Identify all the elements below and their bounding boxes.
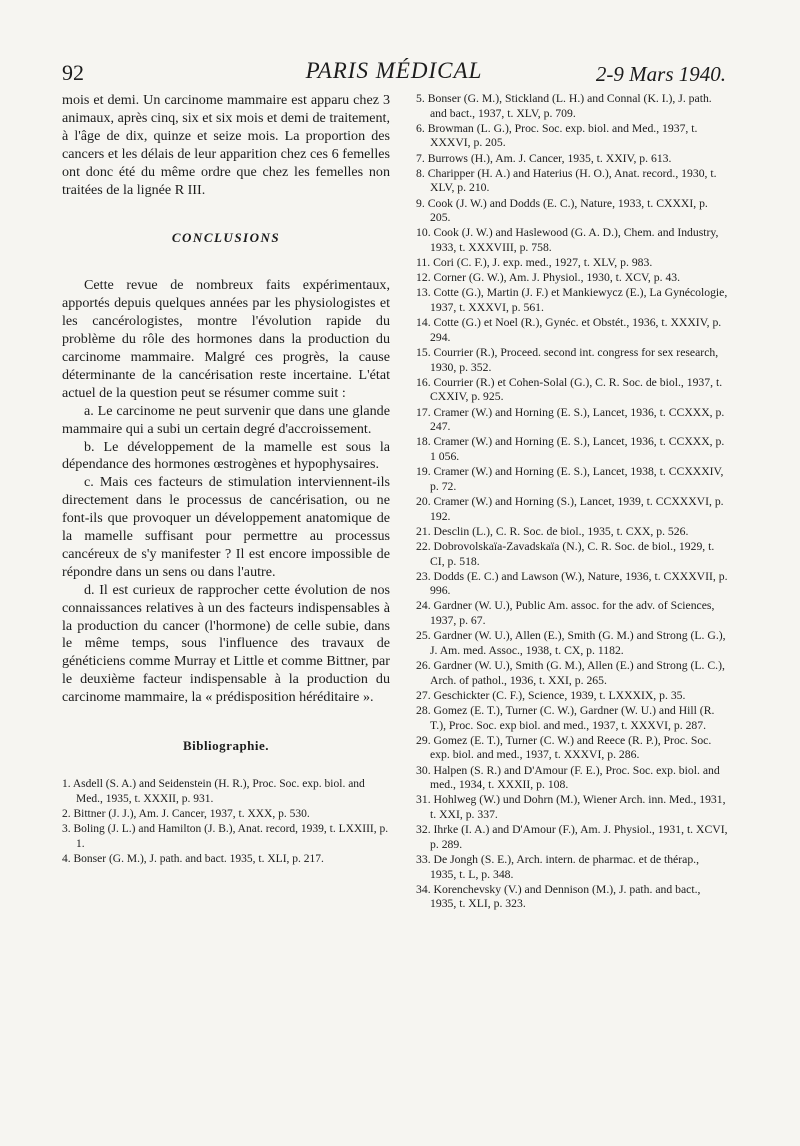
reference-item: 27. Geschickter (C. F.), Science, 1939, t. LXXXIX, p. 35. (416, 688, 686, 702)
issue-date: 2-9 Mars 1940. (595, 62, 726, 86)
journal-title: PARIS MÉDICAL (305, 58, 483, 83)
conclusions-heading: CONCLUSIONS (171, 230, 281, 246)
conclusion-point-c: c. Mais ces facteurs de stimulation interviennent-ils directement dans le processus de cancérisation, ou ne font-ils que provoquer un développement anatomique de la mamelle suffisant pour permettre au processus cancéreux de s'y manifester ? Il est encore impossible de répondre dans un sens ou dans l'autre. (62, 474, 390, 580)
reference-item: 34. Korenchevsky (V.) and Dennison (M.), J. path. and bact., 1935, t. XLI, p. 323. (416, 882, 701, 911)
reference-item: 6. Browman (L. G.), Proc. Soc. exp. biol. and Med., 1937, t. XXXVI, p. 205. (416, 121, 698, 150)
conclusion-point-a: a. Le carcinome ne peut survenir que dans une glande mammaire qui a subi un certain degré d'accroissement. (62, 402, 390, 437)
reference-item: 12. Corner (G. W.), Am. J. Physiol., 1930, t. XCV, p. 43. (416, 271, 681, 285)
reference-list-left (62, 777, 390, 867)
reference-item: 22. Dobrovolskaïa-Zavadskaïa (N.), C. R. Soc. de biol., 1929, t. CI, p. 518. (416, 539, 715, 568)
reference-item: 7. Burrows (H.), Am. J. Cancer, 1935, t. XXIV, p. 613. (416, 151, 672, 165)
reference-item: 8. Charipper (H. A.) and Haterius (H. O.), Anat. record., 1930, t. XLV, p. 210. (416, 166, 717, 195)
reference-item: 10. Cook (J. W.) and Haslewood (G. A. D.), Chem. and Industry, 1933, t. XXXVIII, p. 758. (416, 226, 719, 254)
reference-item: 23. Dodds (E. C.) and Lawson (W.), Nature, 1936, t. CXXXVII, p. 996. (416, 569, 728, 598)
right-column (416, 92, 728, 912)
reference-item: 5. Bonser (G. M.), Stickland (L. H.) and Connal (K. I.), J. path. and bact., 1937, t. XLV, p. 709. (416, 92, 712, 120)
reference-item: 26. Gardner (W. U.), Smith (G. M.), Allen (E.) and Strong (L. C.), Arch. of pathol., 1936, t. XXI, p. 265. (416, 659, 725, 687)
reference-item: 30. Halpen (S. R.) and D'Amour (F. E.), Proc. Soc. exp. biol. and med., 1934, t. XXXII, p. 108. (416, 763, 720, 792)
reference-item: 31. Hohlweg (W.) und Dohrn (M.), Wiener Arch. inn. Med., 1931, t. XXI, p. 337. (416, 793, 726, 821)
reference-item: 28. Gomez (E. T.), Turner (C. W.), Gardner (W. U.) and Hill (R. T.), Proc. Soc. exp biol. and med., 1937, t. XXXVI, p. 287. (416, 704, 715, 732)
reference-item: 14. Cotte (G.) et Noel (R.), Gynéc. et Obstét., 1936, t. XXXIV, p. 294. (416, 316, 722, 344)
conclusion-point-b: b. Le développement de la mamelle est sous la dépendance des hormones œstrogènes et hypophysaires. (62, 438, 390, 473)
reference-item: 32. Ihrke (I. A.) and D'Amour (F.), Am. J. Physiol., 1931, t. XCVI, p. 289. (416, 823, 728, 851)
reference-item: 3. Boling (J. L.) and Hamilton (J. B.), Anat. record, 1939, t. LXXIII, p. 1. (62, 823, 389, 850)
reference-item: 18. Cramer (W.) and Horning (E. S.), Lancet, 1936, t. CCXXX, p. 1 056. (416, 435, 725, 463)
reference-item: 11. Cori (C. F.), J. exp. med., 1927, t. XLV, p. 983. (416, 256, 653, 270)
reference-item: 13. Cotte (G.), Martin (J. F.) et Mankiewycz (E.), La Gynécologie, 1937, t. XXXVI, p. 561. (416, 286, 728, 315)
intro-paragraph: mois et demi. Un carcinome mammaire est apparu chez 3 animaux, après cinq, six et six mois et demi de traitement, à l'âge de dix, quinze et seize mois. La proportion des cancers et les délais de leur apparition chez ces 6 femelles ont donc été du même ordre que chez les femelles non traitées de la lignée R III. (62, 92, 390, 198)
reference-item: 20. Cramer (W.) and Horning (S.), Lancet, 1939, t. CCXXXVI, p. 192. (416, 494, 724, 523)
reference-item: 33. De Jongh (S. E.), Arch. intern. de pharmac. et de thérap., 1935, t. L, p. 348. (416, 852, 700, 881)
reference-item: 4. Bonser (G. M.), J. path. and bact. 1935, t. XLI, p. 217. (62, 853, 324, 866)
reference-item: 1. Asdell (S. A.) and Seidenstein (H. R.), Proc. Soc. exp. biol. and Med., 1935, t. XXXII, p. 931. (62, 778, 365, 805)
reference-item: 29. Gomez (E. T.), Turner (C. W.) and Reece (R. P.), Proc. Soc. exp. biol. and med., 1937, t. XXXVI, p. 286. (416, 733, 712, 762)
left-column (62, 92, 390, 868)
conclusions-paragraph: Cette revue de nombreux faits expérimentaux, apportés depuis quelques années par les physiologistes et les cancérologistes, montre l'évolution rapide du problème du rôle des hormones dans la production du carcinome mammaire. Malgré ces progrès, la cause déterminante de la cancérisation reste incertaine. L'état actuel de la question peut se résumer comme suit : (62, 277, 390, 401)
reference-item: 19. Cramer (W.) and Horning (E. S.), Lancet, 1938, t. CCXXXIV, p. 72. (416, 465, 724, 493)
reference-list-right (416, 92, 728, 912)
reference-item: 2. Bittner (J. J.), Am. J. Cancer, 1937, t. XXX, p. 530. (62, 808, 310, 820)
reference-item: 9. Cook (J. W.) and Dodds (E. C.), Nature, 1933, t. CXXXI, p. 205. (416, 196, 708, 225)
reference-item: 16. Courrier (R.) et Cohen-Solal (G.), C. R. Soc. de biol., 1937, t. CXXIV, p. 925. (416, 375, 723, 404)
conclusion-point-d: d. Il est curieux de rapprocher cette évolution de nos connaissances relatives à un des facteurs indispensables à la production du cancer (l'hormone) de celle subie, dans le même temps, sous l'influence des travaux de généticiens comme Murray et Little et comme Bittner, par le deuxième facteur indispensable à la production du carcinome mammaire, la « prédisposition héréditaire ». (62, 581, 390, 706)
bibliography-heading: Bibliographie. (182, 738, 270, 754)
reference-item: 24. Gardner (W. U.), Public Am. assoc. for the adv. of Sciences, 1937, p. 67. (416, 599, 715, 628)
page-number: 92 (62, 60, 84, 85)
reference-item: 17. Cramer (W.) and Horning (E. S.), Lancet, 1936, t. CCXXX, p. 247. (416, 405, 725, 434)
reference-item: 21. Desclin (L.), C. R. Soc. de biol., 1935, t. CXX, p. 526. (416, 524, 689, 538)
reference-item: 25. Gardner (W. U.), Allen (E.), Smith (G. M.) and Strong (L. G.), J. Am. med. Assoc., 1938, t. CX, p. 1182. (416, 629, 726, 657)
running-header (62, 58, 726, 92)
reference-item: 15. Courrier (R.), Proceed. second int. congress for sex research, 1930, p. 352. (416, 346, 719, 374)
